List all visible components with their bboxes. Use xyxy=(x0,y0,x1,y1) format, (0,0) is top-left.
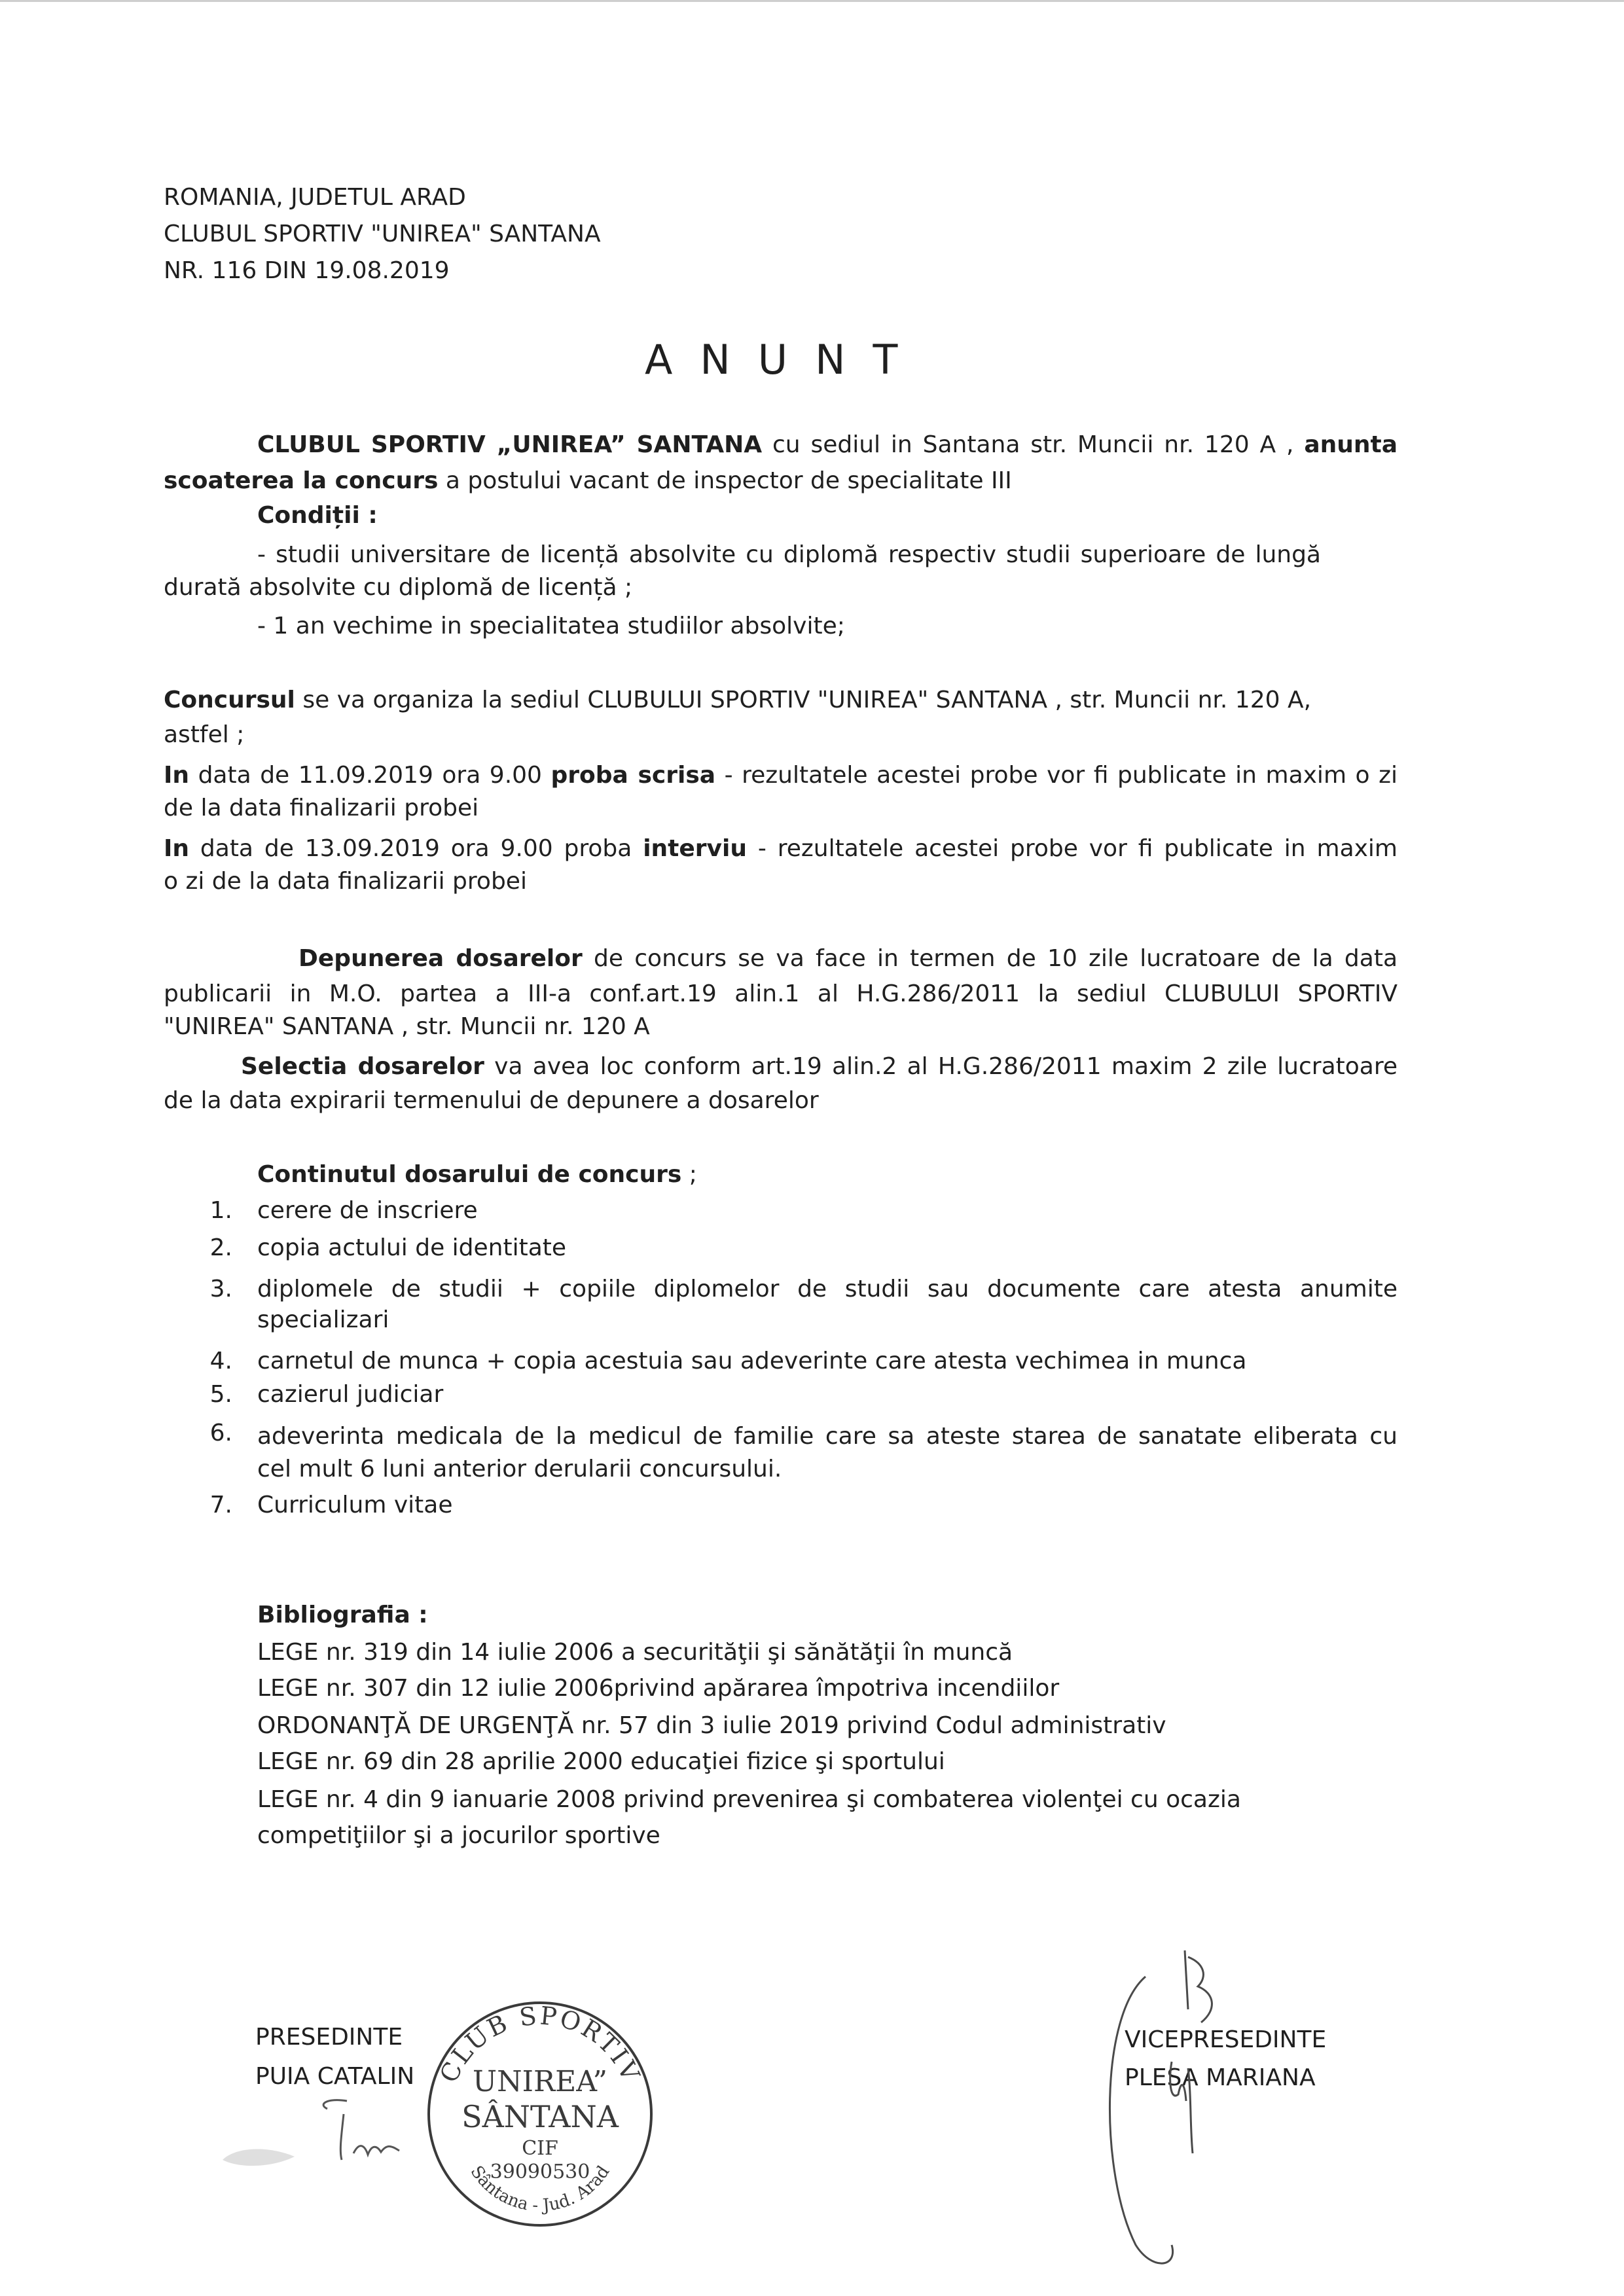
bibliography-item: LEGE nr. 319 din 14 iulie 2006 a securităţii şi sănătăţii în muncă xyxy=(257,1639,1013,1666)
list-item-number: 7. xyxy=(209,1492,232,1518)
club-name: CLUBUL SPORTIV „UNIREA” SANTANA xyxy=(257,431,763,458)
list-item-number: 4. xyxy=(209,1348,232,1374)
list-item: cerere de inscriere xyxy=(257,1197,478,1224)
scan-top-edge xyxy=(0,0,1624,2)
vice-president-title: VICEPRESEDINTE xyxy=(1125,2026,1327,2053)
stamp-club-name: UNIREA” xyxy=(472,2065,608,2098)
stamp-cif-label: CIF xyxy=(522,2137,558,2160)
intro-line-2: scoaterea la concurs a postului vacant de inspector de specialitate III xyxy=(164,467,1012,494)
bibliography-item: ORDONANŢĂ DE URGENŢĂ nr. 57 din 3 iulie 2019 privind Codul administrativ xyxy=(257,1712,1166,1739)
conditions-heading: Condiții : xyxy=(257,502,378,529)
condition-1-line-2: durată absolvite cu diplomă de licență ; xyxy=(164,574,633,601)
bibliography-item: LEGE nr. 69 din 28 aprilie 2000 educaţiei fizice şi sportului xyxy=(257,1748,945,1775)
condition-2: - 1 an vechime in specialitatea studiilor absolvite; xyxy=(257,613,845,639)
interview-line-2: o zi de la data finalizarii probei xyxy=(164,868,527,895)
list-item-number: 5. xyxy=(209,1381,232,1408)
list-item: carnetul de munca + copia acestuia sau adeverinte care atesta vechimea in munca xyxy=(257,1348,1247,1374)
selection-line-1: Selectia dosarelor va avea loc conform art.19 alin.2 al H.G.286/2011 maxim 2 zile lucratoare xyxy=(241,1053,1398,1080)
list-item: adeverinta medicala de la medicul de familie care sa ateste starea de sanatate eliberata cu xyxy=(257,1423,1398,1450)
intro-line-1: CLUBUL SPORTIV „UNIREA” SANTANA cu sediul in Santana str. Muncii nr. 120 A , anunta xyxy=(257,431,1398,458)
list-item: Curriculum vitae xyxy=(257,1492,453,1518)
deposit-line-1: Depunerea dosarelor de concurs se va face in termen de 10 zile lucratoare de la data xyxy=(298,945,1398,972)
stamp-arc-top: CLUB SPORTIV xyxy=(434,2001,646,2087)
dossier-heading: Continutul dosarului de concurs ; xyxy=(257,1161,697,1188)
president-name: PUIA CATALIN xyxy=(255,2063,415,2090)
written-test-line-1: In data de 11.09.2019 ora 9.00 proba scrisa - rezultatele acestei probe vor fi publicate in maxim o zi xyxy=(164,762,1398,789)
club-stamp xyxy=(419,1990,661,2232)
president-title: PRESEDINTE xyxy=(255,2024,403,2051)
list-item: cazierul judiciar xyxy=(257,1381,444,1408)
bibliography-item: competiţiilor şi a jocurilor sportive xyxy=(257,1822,660,1849)
vice-president-signature xyxy=(1074,1937,1270,2278)
deposit-line-2: publicarii in M.O. partea a III-a conf.art.19 alin.1 al H.G.286/2011 la sediul CLUBULUI SPORTIV xyxy=(164,980,1398,1007)
list-item-continuation: cel mult 6 luni anterior derularii concursului. xyxy=(257,1456,782,1482)
list-item-number: 2. xyxy=(209,1234,232,1261)
list-item-continuation: specializari xyxy=(257,1306,389,1333)
header-county: ROMANIA, JUDETUL ARAD xyxy=(164,184,466,211)
written-test-line-2: de la data finalizarii probei xyxy=(164,795,479,821)
header-reference: NR. 116 DIN 19.08.2019 xyxy=(164,257,450,284)
contest-line-2: astfel ; xyxy=(164,721,245,748)
document-title: ANUNT xyxy=(645,336,926,384)
stamp-arc-bottom: Sântana - Jud. Arad xyxy=(466,2162,614,2216)
list-item-number: 6. xyxy=(209,1420,232,1446)
contest-line-1: Concursul se va organiza la sediul CLUBULUI SPORTIV "UNIREA" SANTANA , str. Muncii nr. 120 A, xyxy=(164,687,1312,713)
bibliography-item: LEGE nr. 4 din 9 ianuarie 2008 privind prevenirea şi combaterea violenţei cu ocazia xyxy=(257,1786,1241,1813)
condition-1-line-1: - studii universitare de licență absolvite cu diplomă respectiv studii superioare de lungă xyxy=(257,541,1321,568)
list-item-number: 3. xyxy=(209,1276,232,1302)
list-item: diplomele de studii + copiile diplomelor de studii sau documente care atesta anumite xyxy=(257,1276,1398,1302)
stamp-cif-number: 39090530 xyxy=(490,2161,590,2183)
vice-president-name: PLESA MARIANA xyxy=(1125,2064,1316,2091)
interview-line-1: In data de 13.09.2019 ora 9.00 proba interviu - rezultatele acestei probe vor fi publicate in maxim xyxy=(164,835,1398,862)
president-signature xyxy=(196,2081,432,2179)
deposit-line-3: "UNIREA" SANTANA , str. Muncii nr. 120 A xyxy=(164,1013,650,1040)
selection-line-2: de la data expirarii termenului de depunere a dosarelor xyxy=(164,1087,819,1114)
list-item: copia actului de identitate xyxy=(257,1234,567,1261)
header-club: CLUBUL SPORTIV "UNIREA" SANTANA xyxy=(164,221,601,247)
stamp-town: SÂNTANA xyxy=(461,2099,619,2134)
list-item-number: 1. xyxy=(209,1197,232,1224)
bibliography-item: LEGE nr. 307 din 12 iulie 2006privind apărarea împotriva incendiilor xyxy=(257,1675,1060,1702)
bibliography-heading: Bibliografia : xyxy=(257,1602,428,1628)
